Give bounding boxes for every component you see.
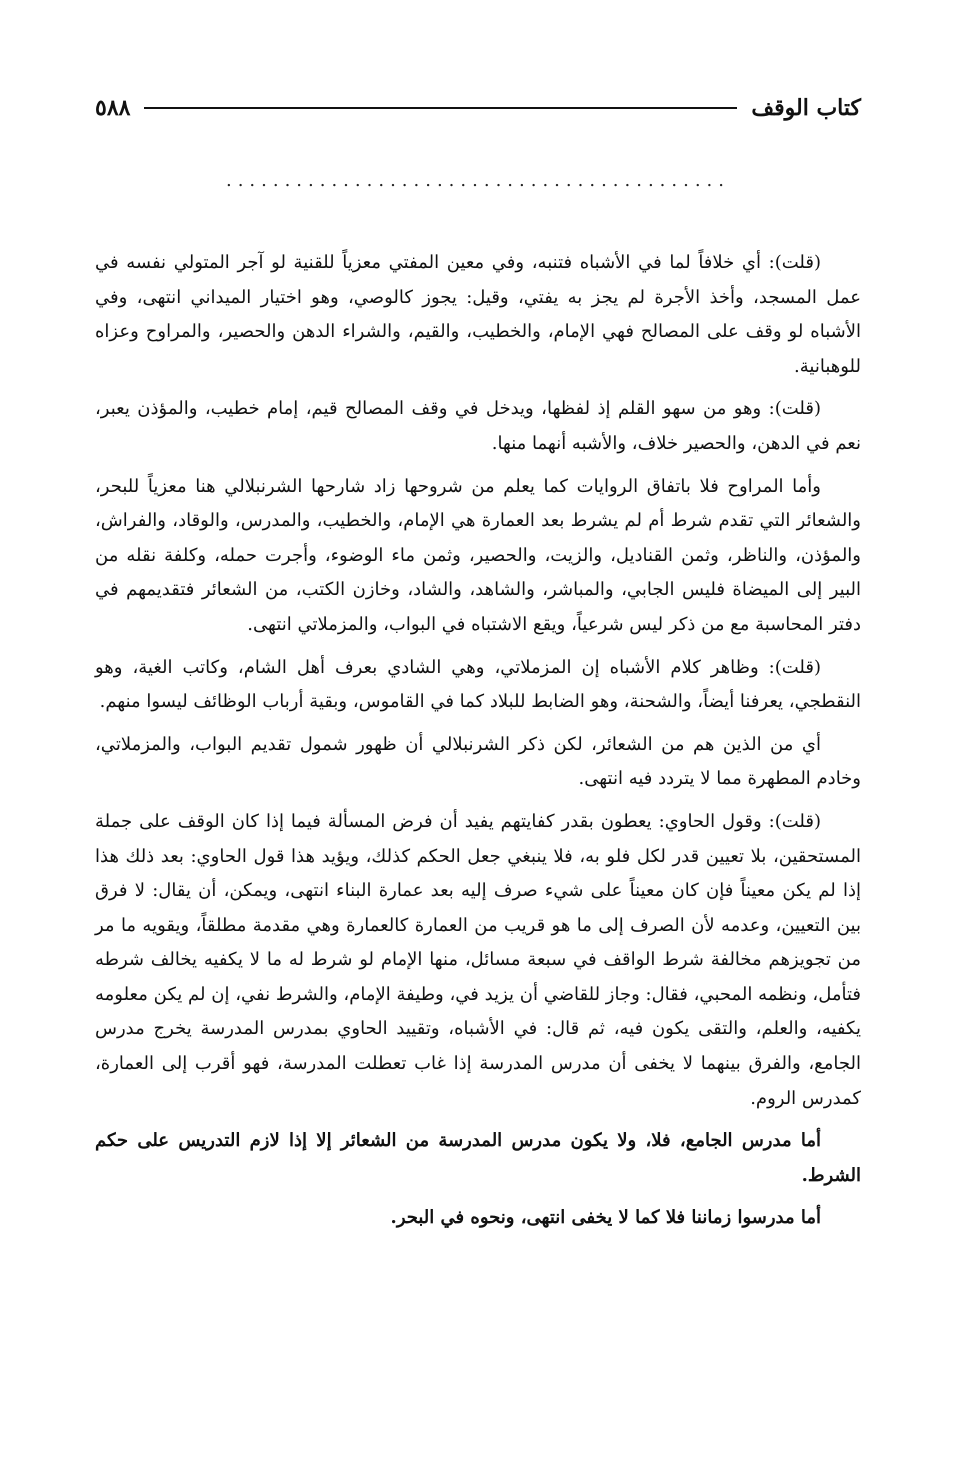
paragraph: (قلت): وقول الحاوي: يعطون بقدر كفايتهم يفيد أن فرض المسألة فيما إذا كان الوقف على جملة المستحقين، بلا تعيين قدر لكل فلو به، فلا ينبغي جعل الحكم كذلك، ويؤيد هذا قول الحاوي: بعد ذلك هذا إذا لم يكن معيناً فإن كان معيناً على شيء صرف إليه بعد عمارة البناء انتهى، ويمكن، أن يقال: لا فرق بين التعيين، وعدمه لأن الصرف إلى ما هو قريب من العمارة كالعمارة وهي مقدمة مطلقاً، ويقويه ما مر من تجويزهم مخالفة شرط الواقف في سبعة مسائل، منها الإمام لو شرط له ما لا يكفيه يخالف شرطه فتأمل، ونظمه المحبي، فقال: وجاز للقاضي أن يزيد في، وطيفة الإمام، والشرط نفي، إن لم يكن معلومه يكفيه، والعلم، والتقى يكون فيه، ثم قال: في الأشباه، وتقييد الحاوي بمدرس المدرسة يخرج مدرس الجامع، والفرق بينهما لا يخفى أن مدرس المدرسة إذا غاب تعطلت المدرسة، فهو أقرب إلى العمارة، كمدرس الروم.: [95, 810, 861, 1109]
page-number: ٥٨٨: [95, 95, 131, 121]
header-rule: [144, 107, 737, 109]
paragraph: أما مدرسوا زماننا فلا كما لا يخفى انتهى، ونحوه في البحر.: [390, 1207, 821, 1229]
paragraph: (قلت): أي خلافاً لما في الأشباه فتنبه، وفي معين المفتي معزياً للقنية لو آجر المتولي نفسه في عمل المسجد، وأخذ الأجرة لم يجز به يفتي، وقيل: يجوز كالوصي، وهو اختيار الميداني انتهى، وفي الأشباه لو وقف على المصالح فهي الإمام، والخطيب، والقيم، والشراء الدهن والحصير، والمراوح وعزاه للوهبانية.: [95, 252, 861, 377]
book-title: كتاب الوقف: [751, 95, 861, 121]
body-text: [95, 246, 861, 1244]
paragraph: أما مدرس الجامع، فلا، ولا يكون مدرس المدرسة من الشعائر إلا إذا لازم التدريس على حكم الشرط.: [95, 1130, 861, 1186]
paragraph: وأما المراوح فلا باتفاق الروايات كما يعلم من شروحها زاد شارحها الشرنبلالي هنا معزياً للبحر، والشعائر التي تقدم شرط أم لم يشرط بعد العمارة هي الإمام، والخطيب، والمدرس، والوقاد، والفراش، والمؤذن، والناظر، وثمن القناديل، والزيت، والحصير، وثمن ماء الوضوء، وأجرت حمله، وكلفة نقله من البير إلى الميضاة فليس الجابي، والمباشر، والشاهد، والشاد، وخازن الكتب، من الشعائر فتقديمهم في دفتر المحاسبة مع من ذكر ليس شرعياً، ويقع الاشتباه في البواب، والمزملاتي انتهى.: [95, 475, 861, 635]
paragraph: أي من الذين هم من الشعائر، لكن ذكر الشرنبلالي أن ظهور شمول تقديم البواب، والمزملاتي، وخادم المطهرة مما لا يتردد فيه انتهى.: [95, 733, 861, 790]
paragraph: (قلت): وهو من سهو القلم إذ لفظها، ويدخل في وقف المصالح قيم، إمام خطيب، والمؤذن يعبر، نعم في الدهن، والحصير خلاف، والأشبه أنهما منها.: [95, 398, 861, 454]
page-header: [95, 88, 861, 128]
paragraph: (قلت): وظاهر كلام الأشباه إن المزملاتي، وهي الشادي بعرف أهل الشام، وكاتب الغية، وهو النقطجي، يعرفنا أيضاً، والشحنة، وهو الضابط للبلاد كما في القاموس، وبقية أرباب الوظائف ليسوا منهم.: [95, 656, 861, 713]
dotted-separator: ...........................................: [225, 170, 731, 190]
